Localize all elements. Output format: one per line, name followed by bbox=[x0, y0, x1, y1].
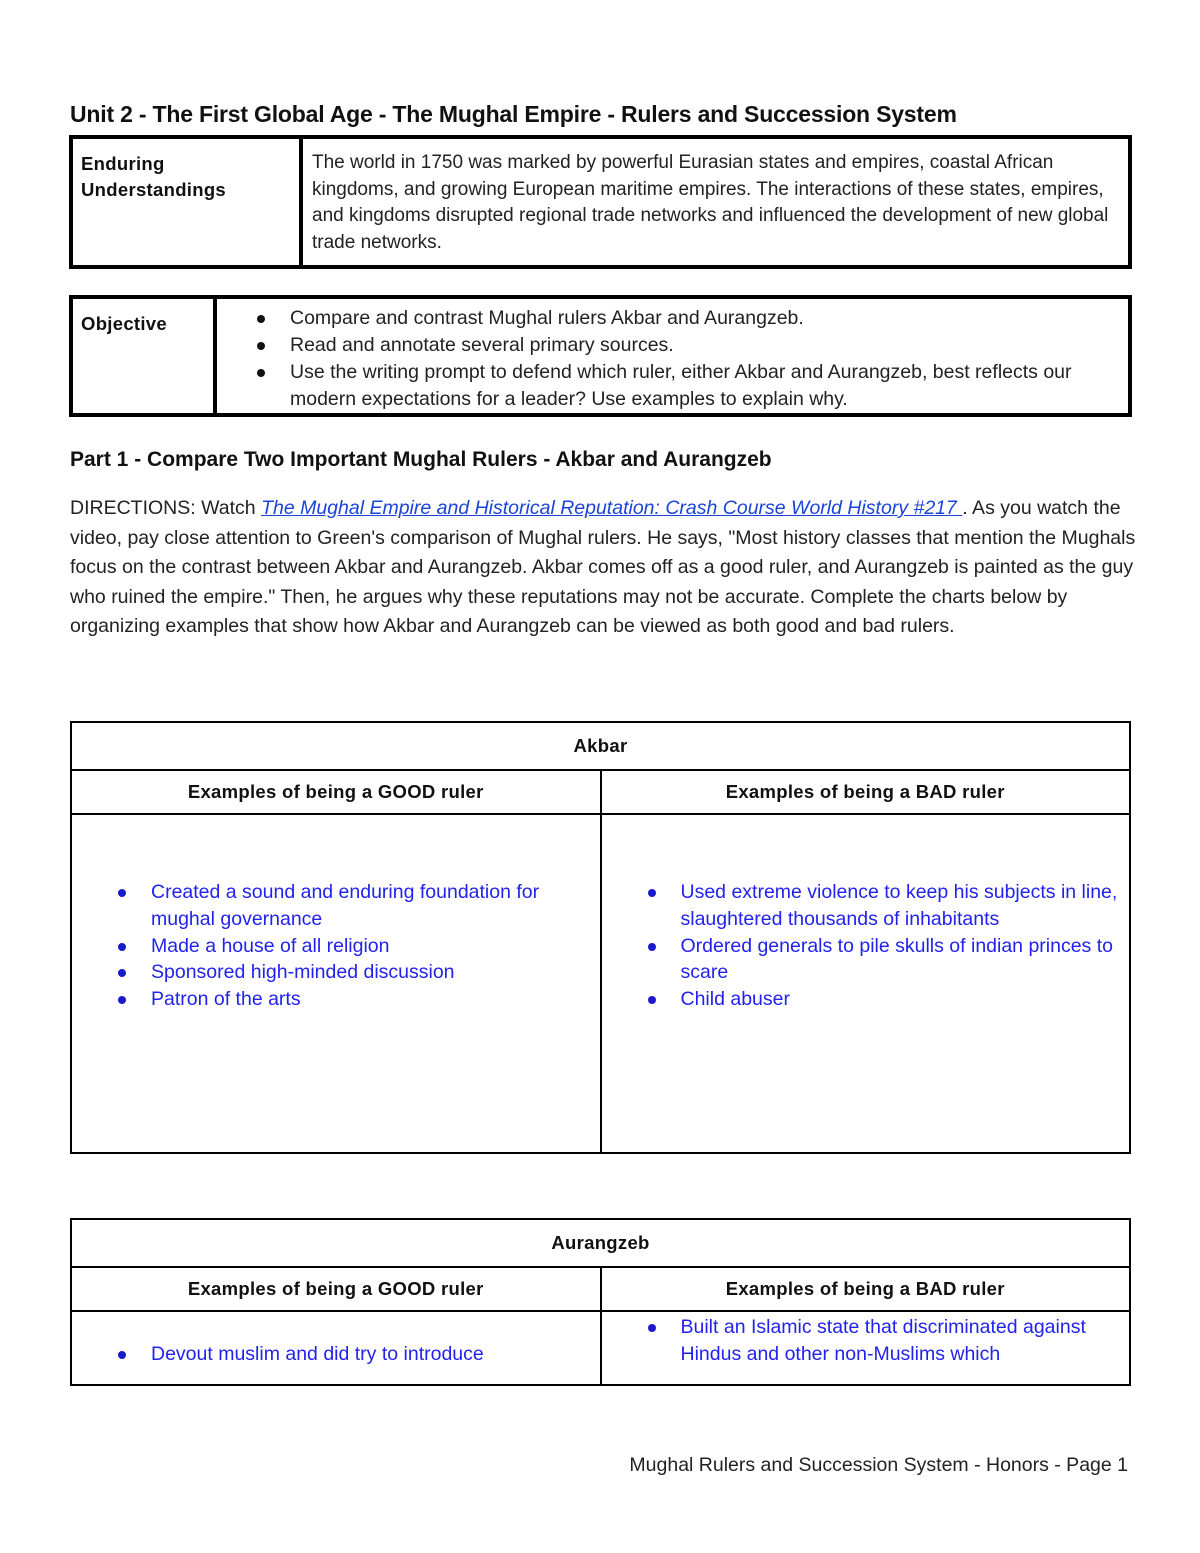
directions-suffix: . As you watch the video, pay close attention to Green's comparison of Mughal rulers. He says, "Most history classes that mention the Mughals focus on the contrast between Akbar and Aurangzeb. Akbar comes off as a good ruler, and Aurangzeb is painted as the guy who ruined the empire." Then, he argues why these reputations may not be accurate. Complete the charts below by organizing examples that show how Akbar and Aurangzeb can be viewed as both good and bad rulers. bbox=[70, 497, 1136, 638]
objective-label: Objective bbox=[81, 313, 167, 334]
directions-prefix: DIRECTIONS: Watch bbox=[70, 497, 262, 519]
objective-item: Read and annotate several primary sources. bbox=[290, 332, 1122, 359]
list-item: Sponsored high-minded discussion bbox=[151, 959, 592, 986]
list-item: Built an Islamic state that discriminated against Hindus and other non-Muslims which bbox=[681, 1314, 1122, 1368]
enduring-understandings-label-cell bbox=[71, 137, 301, 267]
list-item: Child abuser bbox=[681, 986, 1122, 1013]
akbar-good-header: Examples of being a GOOD ruler bbox=[71, 770, 601, 814]
akbar-bad-header: Examples of being a BAD ruler bbox=[601, 770, 1131, 814]
objective-table bbox=[69, 295, 1132, 417]
list-item: Used extreme violence to keep his subjects in line, slaughtered thousands of inhabitants bbox=[681, 879, 1122, 933]
list-item: Created a sound and enduring foundation for mughal governance bbox=[151, 879, 592, 933]
objective-body-cell bbox=[215, 297, 1130, 415]
aurangzeb-good-list bbox=[72, 1312, 600, 1368]
enduring-understandings-body-cell bbox=[301, 137, 1130, 267]
page-footer: Mughal Rulers and Succession System - Honors - Page 1 bbox=[629, 1454, 1128, 1476]
list-item: Devout muslim and did try to introduce bbox=[151, 1341, 592, 1368]
objective-item: Compare and contrast Mughal rulers Akbar and Aurangzeb. bbox=[290, 305, 1122, 332]
list-item: Made a house of all religion bbox=[151, 933, 592, 960]
label-line-1: Enduring bbox=[81, 153, 165, 174]
enduring-understandings-table bbox=[69, 135, 1132, 269]
objective-label-cell bbox=[71, 297, 215, 415]
aurangzeb-table bbox=[70, 1218, 1131, 1386]
enduring-understandings-text: The world in 1750 was marked by powerful Eurasian states and empires, coastal African kingdoms, and growing European maritime empires. The interactions of these states, empires, and kingdoms disrupted regional trade networks and influenced the development of new global trade networks. bbox=[312, 152, 1109, 253]
aurangzeb-good-cell[interactable] bbox=[71, 1311, 601, 1385]
akbar-good-cell[interactable] bbox=[71, 814, 601, 1153]
akbar-bad-list bbox=[602, 815, 1130, 1013]
akbar-table bbox=[70, 721, 1131, 1154]
directions-paragraph bbox=[70, 494, 1140, 642]
akbar-good-list bbox=[72, 815, 600, 1013]
label-line-2: Understandings bbox=[81, 179, 227, 200]
list-item: Ordered generals to pile skulls of indian princes to scare bbox=[681, 933, 1122, 987]
akbar-table-title: Akbar bbox=[71, 722, 1130, 770]
objective-list bbox=[217, 299, 1128, 413]
page-title: Unit 2 - The First Global Age - The Mughal Empire - Rulers and Succession System bbox=[70, 101, 957, 127]
part1-heading: Part 1 - Compare Two Important Mughal Rulers - Akbar and Aurangzeb bbox=[70, 448, 772, 471]
aurangzeb-bad-header: Examples of being a BAD ruler bbox=[601, 1267, 1131, 1311]
objective-item: Use the writing prompt to defend which ruler, either Akbar and Aurangzeb, best reflects our modern expectations for a leader? Use examples to explain why. bbox=[290, 359, 1122, 413]
akbar-bad-cell[interactable] bbox=[601, 814, 1131, 1153]
aurangzeb-bad-cell[interactable] bbox=[601, 1311, 1131, 1385]
video-link[interactable]: The Mughal Empire and Historical Reputation: Crash Course World History #217 bbox=[261, 497, 963, 519]
aurangzeb-table-title: Aurangzeb bbox=[71, 1219, 1130, 1267]
aurangzeb-bad-list bbox=[602, 1312, 1130, 1368]
aurangzeb-good-header: Examples of being a GOOD ruler bbox=[71, 1267, 601, 1311]
list-item: Patron of the arts bbox=[151, 986, 592, 1013]
enduring-understandings-label bbox=[73, 139, 299, 203]
